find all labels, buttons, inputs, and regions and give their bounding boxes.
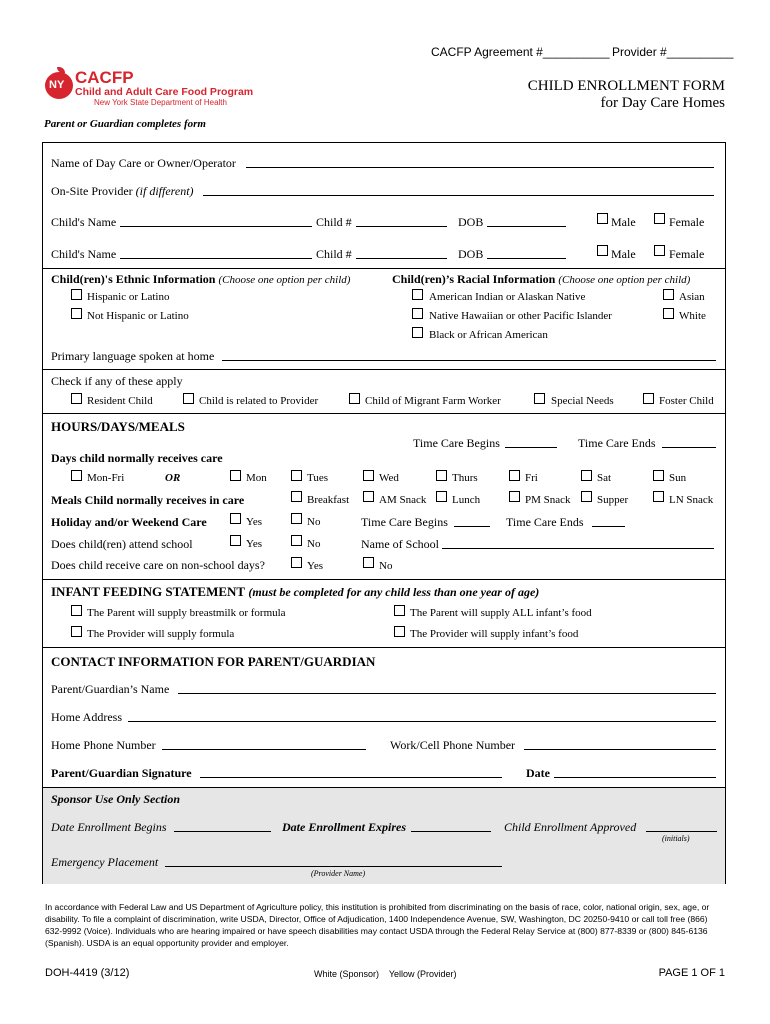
school-name-label: Name of School <box>361 537 439 551</box>
daycare-label: Name of Day Care or Owner/Operator <box>51 156 236 170</box>
day-checkbox[interactable] <box>653 470 664 481</box>
provider-name-hint: (Provider Name) <box>311 869 366 878</box>
day-label: Mon <box>246 472 267 484</box>
parent-breastmilk-label: The Parent will supply breastmilk or formula <box>87 607 286 619</box>
hispanic-checkbox[interactable] <box>71 289 82 300</box>
day-label: Wed <box>379 472 399 484</box>
time-begins-label: Time Care Begins <box>413 436 500 450</box>
contact-heading: CONTACT INFORMATION FOR PARENT/GUARDIAN <box>51 654 376 669</box>
hispanic-label: Hispanic or Latino <box>87 291 170 303</box>
enroll-expires-label: Date Enrollment Expires <box>282 820 407 834</box>
holiday-time-ends-field[interactable] <box>592 526 625 527</box>
signature-label: Parent/Guardian Signature <box>51 766 192 780</box>
nonschool-label: Does child receive care on non-school days? <box>51 558 265 572</box>
emergency-field[interactable] <box>165 866 502 867</box>
foster-child-label: Foster Child <box>659 395 714 407</box>
agreement-number[interactable]: CACFP Agreement #__________ <box>431 45 610 59</box>
day-label: Fri <box>525 472 538 484</box>
dob-label: DOB <box>458 215 484 229</box>
native-hawaiian-label: Native Hawaiian or other Pacific Islander <box>429 310 612 322</box>
enroll-begins-label: Date Enrollment Begins <box>51 820 167 834</box>
guardian-name-label: Parent/Guardian’s Name <box>51 682 170 696</box>
day-label: Sat <box>597 472 612 484</box>
day-checkbox[interactable] <box>436 470 447 481</box>
copy-distribution: White (Sponsor) Yellow (Provider) <box>314 969 457 979</box>
migrant-checkbox[interactable] <box>349 393 360 404</box>
check-apply-label: Check if any of these apply <box>51 374 183 388</box>
divider <box>42 369 726 370</box>
holiday-time-begins-field[interactable] <box>454 526 490 527</box>
provider-formula-label: The Provider will supply formula <box>87 628 235 640</box>
approved-initials-field[interactable] <box>646 831 717 832</box>
provider-food-checkbox[interactable] <box>394 626 405 637</box>
female-checkbox[interactable] <box>654 245 665 256</box>
meal-label: LN Snack <box>669 494 714 506</box>
page-number: PAGE 1 OF 1 <box>658 967 725 979</box>
day-checkbox[interactable] <box>71 470 82 481</box>
special-needs-label: Special Needs <box>551 395 614 407</box>
parent-all-food-checkbox[interactable] <box>394 605 405 616</box>
meal-checkbox[interactable] <box>509 491 520 502</box>
parent-all-food-label: The Parent will supply ALL infant’s food <box>410 607 592 619</box>
form-title: CHILD ENROLLMENT FORM <box>527 78 725 94</box>
nonschool-yes-checkbox[interactable] <box>291 557 302 568</box>
related-provider-label: Child is related to Provider <box>199 395 319 407</box>
child-number-label: Child # <box>316 215 352 229</box>
meal-label: Breakfast <box>307 494 350 506</box>
holiday-yes-checkbox[interactable] <box>230 513 241 524</box>
time-ends-field[interactable] <box>662 447 716 448</box>
nonschool-no-checkbox[interactable] <box>363 557 374 568</box>
provider-formula-checkbox[interactable] <box>71 626 82 637</box>
divider <box>42 413 726 414</box>
related-provider-checkbox[interactable] <box>183 393 194 404</box>
child-number-field[interactable] <box>356 226 447 227</box>
guardian-name-field[interactable] <box>178 693 716 694</box>
child-name-label: Child's Name <box>51 215 117 229</box>
white-label: White <box>679 310 706 322</box>
onsite-provider-label: On-Site Provider (if different) <box>51 184 194 198</box>
no-label: No <box>307 538 321 550</box>
signature-field[interactable] <box>200 777 502 778</box>
school-yes-checkbox[interactable] <box>230 535 241 546</box>
female-label: Female <box>669 247 705 261</box>
female-label: Female <box>669 215 705 229</box>
day-checkbox[interactable] <box>363 470 374 481</box>
day-label: Mon-Fri <box>87 472 125 484</box>
day-checkbox[interactable] <box>581 470 592 481</box>
language-field[interactable] <box>222 360 716 361</box>
emergency-label: Emergency Placement <box>51 855 159 869</box>
logo-badge: NY <box>49 79 65 91</box>
time-ends-label: Time Care Ends <box>578 436 656 450</box>
holiday-no-checkbox[interactable] <box>291 513 302 524</box>
day-checkbox[interactable] <box>509 470 520 481</box>
work-phone-field[interactable] <box>524 749 716 750</box>
hours-heading: HOURS/DAYS/MEALS <box>51 419 185 434</box>
language-label: Primary language spoken at home <box>51 349 215 363</box>
male-checkbox[interactable] <box>597 213 608 224</box>
special-needs-checkbox[interactable] <box>534 393 545 404</box>
form-number: DOH-4419 (3/12) <box>45 967 130 979</box>
time-begins-label: Time Care Begins <box>361 515 448 529</box>
child-name-field[interactable] <box>120 258 312 259</box>
time-ends-label: Time Care Ends <box>506 515 584 529</box>
female-checkbox[interactable] <box>654 213 665 224</box>
no-label: No <box>379 560 393 572</box>
day-checkbox[interactable] <box>291 470 302 481</box>
meals-label: Meals Child normally receives in care <box>51 493 245 507</box>
black-checkbox[interactable] <box>412 327 423 338</box>
yes-label: Yes <box>246 538 263 550</box>
home-address-field[interactable] <box>128 721 716 722</box>
meal-checkbox[interactable] <box>291 491 302 502</box>
meal-label: AM Snack <box>379 494 427 506</box>
child-number-label: Child # <box>316 247 352 261</box>
meal-label: Supper <box>597 494 629 506</box>
ethnic-heading: Child(ren)'s Ethnic Information (Choose one option per child) <box>51 272 351 286</box>
divider <box>42 268 726 269</box>
asian-label: Asian <box>679 291 705 303</box>
child-name-field[interactable] <box>120 226 312 227</box>
day-label: Sun <box>669 472 687 484</box>
not-hispanic-checkbox[interactable] <box>71 308 82 319</box>
male-checkbox[interactable] <box>597 245 608 256</box>
home-phone-label: Home Phone Number <box>51 738 156 752</box>
native-hawaiian-checkbox[interactable] <box>412 308 423 319</box>
american-indian-checkbox[interactable] <box>412 289 423 300</box>
white-checkbox[interactable] <box>663 308 674 319</box>
male-label: Male <box>611 247 636 261</box>
enroll-begins-field[interactable] <box>174 831 271 832</box>
not-hispanic-label: Not Hispanic or Latino <box>87 310 189 322</box>
initials-hint: (initials) <box>662 834 690 843</box>
yes-label: Yes <box>246 516 263 528</box>
infant-heading: INFANT FEEDING STATEMENT (must be completed for any child less than one year of age) <box>51 584 540 599</box>
school-name-field[interactable] <box>442 548 714 549</box>
sponsor-heading: Sponsor Use Only Section <box>51 792 181 806</box>
divider <box>42 579 726 580</box>
or-label: OR <box>165 472 181 484</box>
form-subtitle: for Day Care Homes <box>600 95 725 111</box>
provider-number[interactable]: Provider #__________ <box>612 45 734 59</box>
daycare-field[interactable] <box>246 167 714 168</box>
date-field[interactable] <box>554 777 716 778</box>
home-address-label: Home Address <box>51 710 122 724</box>
approved-label: Child Enrollment Approved <box>504 820 637 834</box>
dob-label: DOB <box>458 247 484 261</box>
school-label: Does child(ren) attend school <box>51 537 193 551</box>
yes-label: Yes <box>307 560 324 572</box>
meal-label: Lunch <box>452 494 481 506</box>
time-begins-field[interactable] <box>505 447 557 448</box>
day-label: Thurs <box>452 472 478 484</box>
american-indian-label: American Indian or Alaskan Native <box>429 291 586 303</box>
foster-child-checkbox[interactable] <box>643 393 654 404</box>
days-label: Days child normally receives care <box>51 451 223 465</box>
meal-checkbox[interactable] <box>581 491 592 502</box>
child-name-label: Child's Name <box>51 247 117 261</box>
racial-heading: Child(ren)’s Racial Information (Choose one option per child) <box>392 272 691 286</box>
male-label: Male <box>611 215 636 229</box>
black-label: Black or African American <box>429 329 548 341</box>
day-label: Tues <box>307 472 328 484</box>
logo-department: New York State Department of Health <box>94 98 227 107</box>
logo-title: CACFP <box>75 68 134 87</box>
dob-field[interactable] <box>487 226 566 227</box>
resident-child-label: Resident Child <box>87 395 153 407</box>
date-label: Date <box>526 766 550 780</box>
meal-checkbox[interactable] <box>653 491 664 502</box>
logo-subtitle: Child and Adult Care Food Program <box>75 86 254 98</box>
meal-checkbox[interactable] <box>363 491 374 502</box>
provider-food-label: The Provider will supply infant’s food <box>410 628 579 640</box>
holiday-label: Holiday and/or Weekend Care <box>51 515 207 529</box>
school-no-checkbox[interactable] <box>291 535 302 546</box>
no-label: No <box>307 516 321 528</box>
day-checkbox[interactable] <box>230 470 241 481</box>
asian-checkbox[interactable] <box>663 289 674 300</box>
meal-label: PM Snack <box>525 494 571 506</box>
migrant-label: Child of Migrant Farm Worker <box>365 395 501 407</box>
divider <box>42 647 726 648</box>
parent-breastmilk-checkbox[interactable] <box>71 605 82 616</box>
child-number-field[interactable] <box>356 258 447 259</box>
disclaimer: In accordance with Federal Law and US Department of Agriculture policy, this institution is prohibited from discriminating on the basis of race, color, national origin, sex, age, or disability. To file a complaint of discrimination, write USDA, Director, Office of Adjudication, 1400 Independence Avenue, SW, Washington, DC 20250-9410 or call toll free (866) 632-9992 (Voice). Individuals who are hearing impaired or have speech disabilities may contact USDA through the Federal Relay Service at (800) 877-8339 or (800) 845-6136 (Spanish). USDA is an equal opportunity provider and employer. <box>45 902 710 948</box>
enroll-expires-field[interactable] <box>411 831 491 832</box>
onsite-provider-field[interactable] <box>203 195 714 196</box>
home-phone-field[interactable] <box>162 749 366 750</box>
parent-note: Parent or Guardian completes form <box>44 118 206 130</box>
resident-child-checkbox[interactable] <box>71 393 82 404</box>
work-phone-label: Work/Cell Phone Number <box>390 738 516 752</box>
dob-field[interactable] <box>487 258 566 259</box>
meal-checkbox[interactable] <box>436 491 447 502</box>
